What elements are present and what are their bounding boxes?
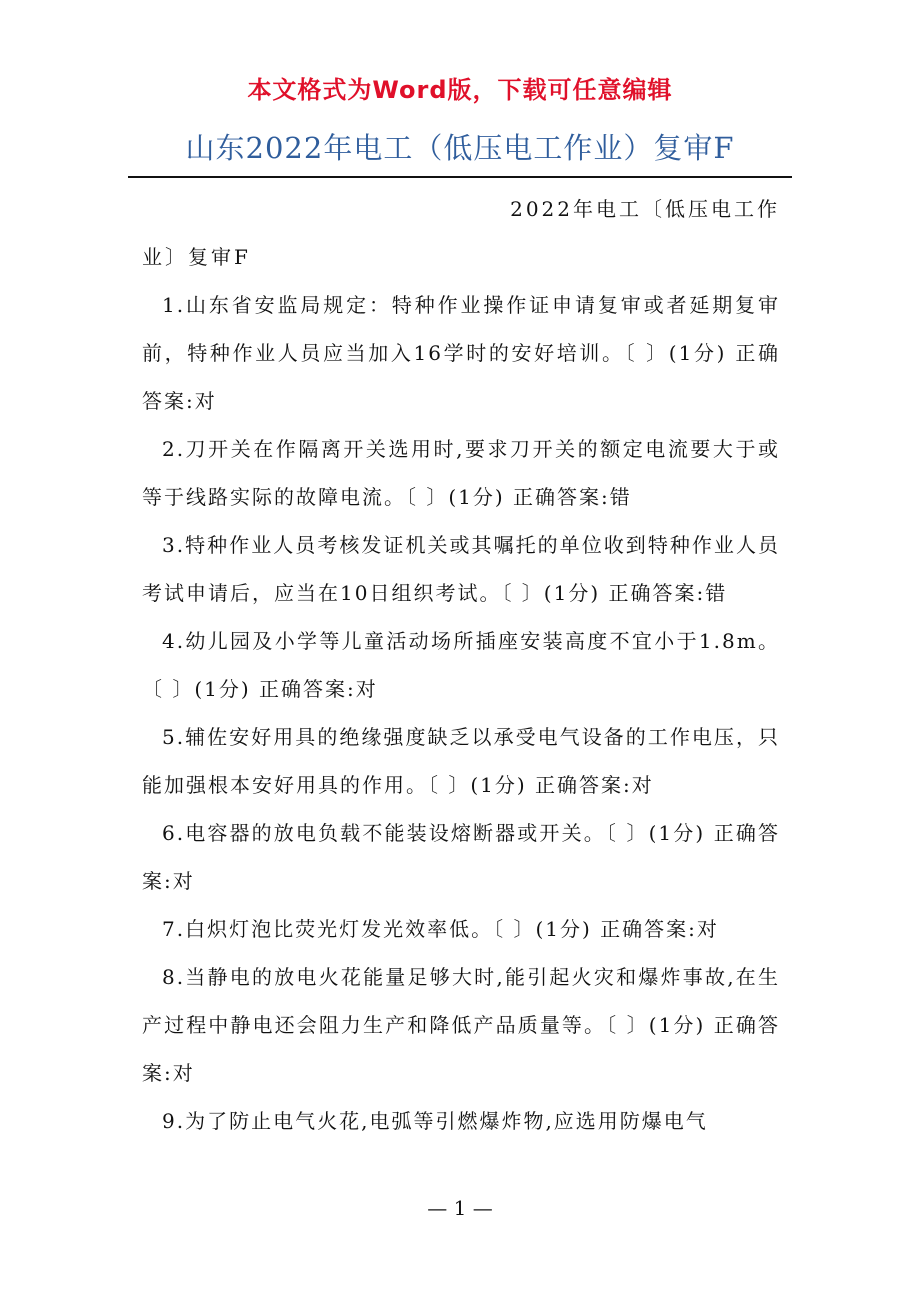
question-1: 1.山东省安监局规定：特种作业操作证申请复审或者延期复审前，特种作业人员应当加入16学时的安好培训。〔 〕(1分) 正确答案:对 bbox=[142, 293, 780, 413]
document-title: 山东2022年电工（低压电工作业）复审F bbox=[185, 131, 735, 165]
question-7: 7.白炽灯泡比荧光灯发光效率低。〔 〕(1分) 正确答案:对 bbox=[162, 917, 719, 941]
question-9: 9.为了防止电气火花,电弧等引燃爆炸物,应选用防爆电气 bbox=[162, 1109, 708, 1133]
download-banner: 本文格式为Word版，下载可任意编辑 bbox=[247, 76, 673, 104]
question-6: 6.电容器的放电负载不能装设熔断器或开关。〔 〕(1分) 正确答案:对 bbox=[142, 821, 780, 893]
question-5: 5.辅佐安好用具的绝缘强度缺乏以承受电气设备的工作电压，只能加强根本安好用具的作用。〔 〕(1分) 正确答案:对 bbox=[142, 725, 780, 797]
question-4: 4.幼儿园及小学等儿童活动场所插座安装高度不宜小于1.8m。〔 〕(1分) 正确答案:对 bbox=[142, 629, 780, 701]
question-2: 2.刀开关在作隔离开关选用时,要求刀开关的额定电流要大于或等于线路实际的故障电流。〔 〕(1分) 正确答案:错 bbox=[142, 437, 780, 509]
subtitle-line-2: 业〕复审F bbox=[142, 245, 251, 269]
title-divider bbox=[128, 176, 792, 178]
document-body bbox=[142, 185, 780, 1145]
page-number: — 1 — bbox=[427, 1196, 493, 1220]
question-3: 3.特种作业人员考核发证机关或其嘱托的单位收到特种作业人员考试申请后，应当在10日组织考试。〔 〕(1分) 正确答案:错 bbox=[142, 533, 780, 605]
subtitle-line-1: 2022年电工〔低压电工作 bbox=[510, 197, 780, 221]
question-8: 8.当静电的放电火花能量足够大时,能引起火灾和爆炸事故,在生产过程中静电还会阻力生产和降低产品质量等。〔 〕(1分) 正确答案:对 bbox=[142, 965, 780, 1085]
